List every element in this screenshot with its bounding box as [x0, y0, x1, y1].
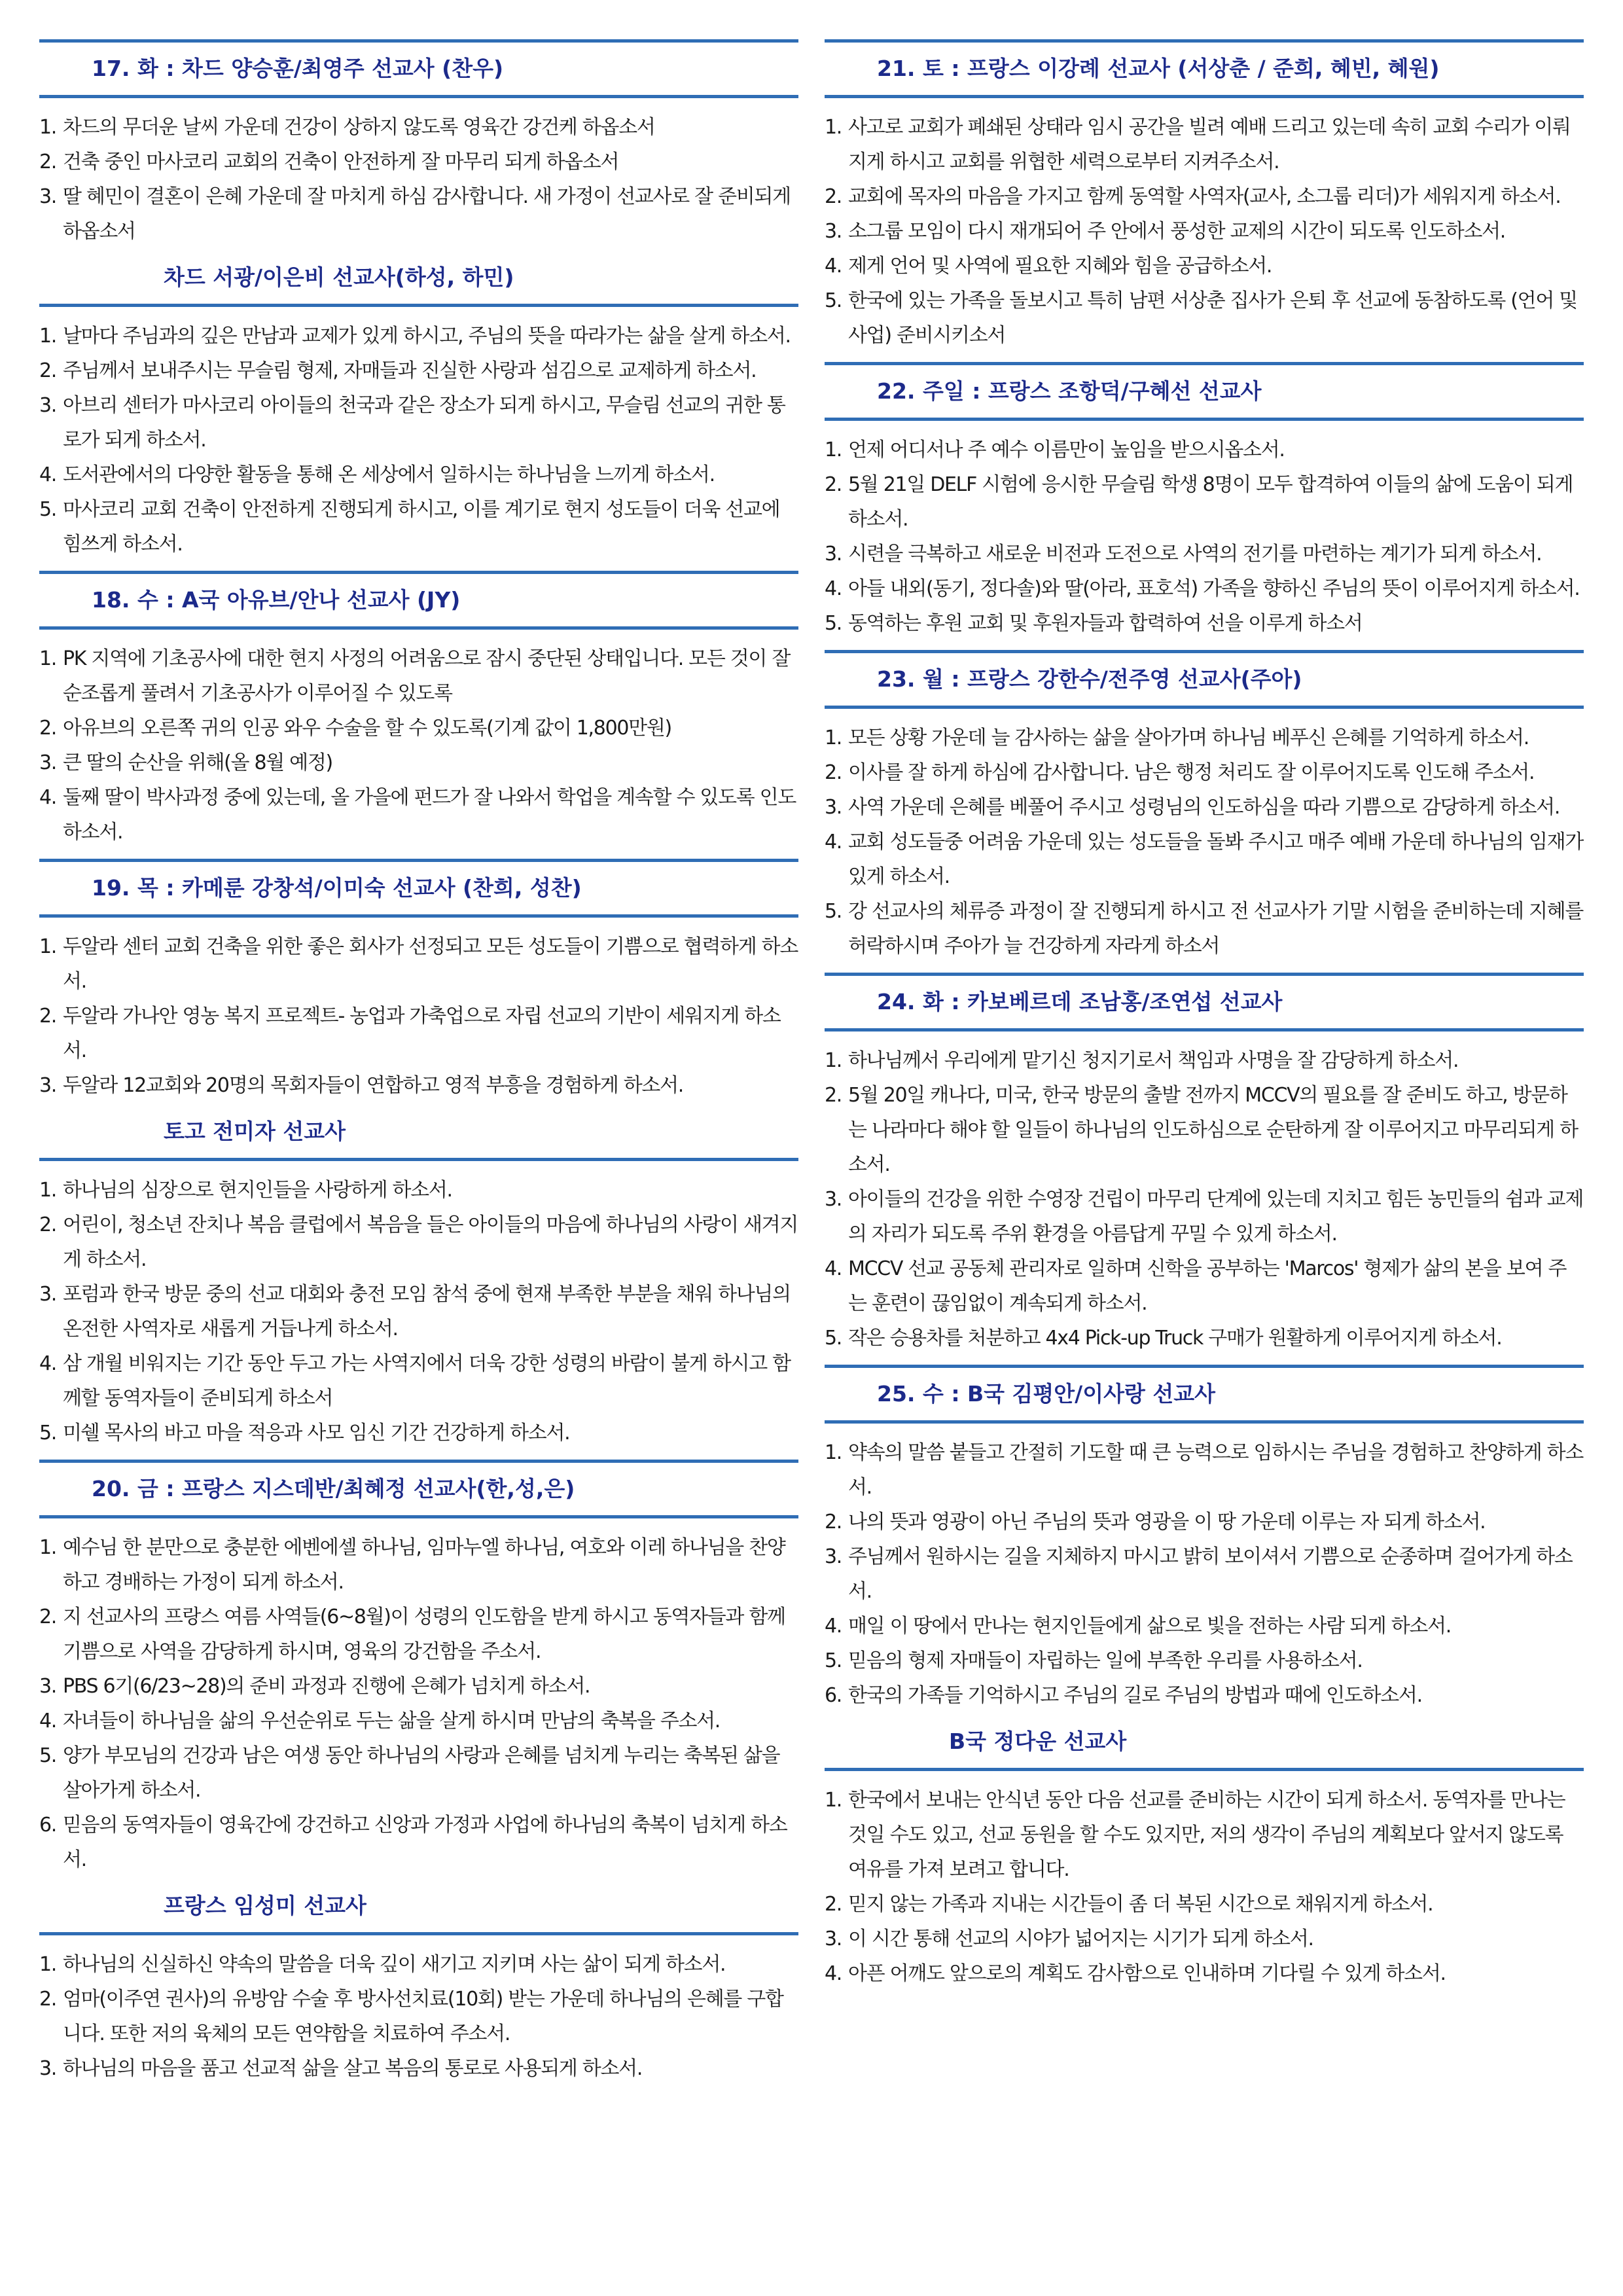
item-text: 모든 상황 가운데 늘 감사하는 삶을 살아가며 하나님 베푸신 은혜를 기억하게 하소서.	[848, 726, 1529, 749]
prayer-list	[825, 1783, 1584, 1991]
item-text: 아이들의 건강을 위한 수영장 건립이 마무리 단계에 있는데 지치고 힘든 농민들의 쉼과 교제의 자리가 되도록 주위 환경을 아름답게 꾸밀 수 있게 하소서.	[848, 1188, 1583, 1246]
prayer-item	[39, 745, 798, 780]
prayer-item	[39, 457, 798, 492]
prayer-item	[825, 894, 1584, 963]
item-number: 2.	[39, 1213, 57, 1236]
item-number: 3.	[825, 1928, 842, 1950]
prayer-item	[39, 319, 798, 353]
section-header	[825, 1722, 1584, 1771]
section-header	[825, 650, 1584, 709]
item-number: 1.	[825, 726, 842, 749]
prayer-item	[39, 1808, 798, 1877]
prayer-item	[39, 1738, 798, 1808]
prayer-item	[39, 1669, 798, 1704]
prayer-item	[39, 388, 798, 457]
item-text: 아브리 센터가 마사코리 아이들의 천국과 같은 장소가 되게 하시고, 무슬림 선교의 귀한 통로가 되게 하소서.	[63, 394, 785, 452]
item-number: 1.	[39, 647, 57, 670]
item-number: 3.	[39, 2057, 57, 2080]
item-number: 6.	[39, 1814, 57, 1837]
item-text: 언제 어디서나 주 예수 이름만이 높임을 받으시옵소서.	[848, 439, 1285, 461]
prayer-item	[825, 606, 1584, 641]
item-number: 3.	[39, 1675, 57, 1698]
item-text: 믿음의 형제 자매들이 자립하는 일에 부족한 우리를 사용하소서.	[848, 1649, 1363, 1672]
prayer-item	[825, 1643, 1584, 1678]
item-text: 이 시간 통해 선교의 시야가 넓어지는 시기가 되게 하소서.	[848, 1928, 1313, 1950]
item-number: 3.	[39, 751, 57, 774]
item-number: 5.	[39, 498, 57, 521]
prayer-item	[39, 1208, 798, 1277]
section-header	[39, 258, 798, 307]
prayer-list	[825, 721, 1584, 963]
item-number: 2.	[39, 151, 57, 173]
section-title: 21. 토 : 프랑스 이강례 선교사 (서상춘 / 준희, 혜빈, 혜원)	[877, 56, 1440, 81]
prayer-item	[39, 641, 798, 711]
section-title: 차드 서광/이은비 선교사(하성, 하민)	[164, 264, 514, 290]
item-text: 5월 20일 캐나다, 미국, 한국 방문의 출발 전까지 MCCV의 필요를 잘 준비도 하고, 방문하는 나라마다 해야 할 일들이 하나님의 인도하심으로 순탄하게 잘 이루어지고 마무리되게 하소서.	[848, 1084, 1578, 1176]
item-number: 1.	[825, 116, 842, 139]
item-text: 건축 중인 마사코리 교회의 건축이 안전하게 잘 마무리 되게 하옵소서	[63, 151, 619, 173]
item-number: 4.	[39, 786, 57, 809]
prayer-item	[825, 433, 1584, 467]
item-text: 삼 개월 비워지는 기간 동안 두고 가는 사역지에서 더욱 강한 성령의 바람이 불게 하시고 함께할 동역자들이 준비되게 하소서	[63, 1352, 791, 1410]
item-number: 1.	[39, 935, 57, 958]
prayer-item	[39, 1416, 798, 1450]
item-text: PBS 6기(6/23~28)의 준비 과정과 진행에 은혜가 넘치게 하소서.	[63, 1675, 590, 1698]
item-text: 시련을 극복하고 새로운 비전과 도전으로 사역의 전기를 마련하는 계기가 되게 하소서.	[848, 543, 1542, 565]
item-text: 매일 이 땅에서 만나는 현지인들에게 삶으로 빛을 전하는 사람 되게 하소서.	[848, 1615, 1451, 1638]
item-number: 2.	[825, 473, 842, 496]
item-number: 4.	[39, 1710, 57, 1732]
prayer-section	[39, 1886, 798, 2086]
item-text: 하나님께서 우리에게 맡기신 청지기로서 책임과 사명을 잘 감당하게 하소서.	[848, 1049, 1459, 1072]
item-text: 딸 혜민이 결혼이 은혜 가운데 잘 마치게 하심 감사합니다. 새 가정이 선교사로 잘 준비되게 하옵소서	[63, 185, 791, 243]
prayer-item	[39, 999, 798, 1068]
prayer-section	[825, 973, 1584, 1355]
prayer-item	[39, 929, 798, 999]
prayer-item	[39, 711, 798, 745]
item-number: 3.	[39, 1283, 57, 1306]
item-text: 나의 뜻과 영광이 아닌 주님의 뜻과 영광을 이 땅 가운데 이루는 자 되게 하소서.	[848, 1511, 1486, 1534]
right-column	[825, 39, 1584, 2000]
item-number: 4.	[825, 577, 842, 600]
section-header	[825, 973, 1584, 1031]
item-text: 강 선교사의 체류증 과정이 잘 진행되게 하시고 전 선교사가 기말 시험을 준비하는데 지혜를 허락하시며 주아가 늘 건강하게 자라게 하소서	[848, 900, 1583, 958]
prayer-item	[39, 110, 798, 145]
item-text: 작은 승용차를 처분하고 4x4 Pick-up Truck 구매가 원활하게 이루어지게 하소서.	[848, 1327, 1502, 1350]
prayer-list	[39, 1173, 798, 1450]
prayer-item	[825, 249, 1584, 283]
prayer-item	[825, 755, 1584, 790]
item-number: 5.	[39, 1422, 57, 1444]
prayer-item	[39, 1600, 798, 1669]
prayer-list	[39, 641, 798, 850]
item-number: 1.	[39, 1953, 57, 1976]
item-number: 2.	[39, 1988, 57, 2011]
prayer-item	[825, 1887, 1584, 1922]
prayer-item	[825, 825, 1584, 894]
prayer-list	[825, 110, 1584, 353]
prayer-item	[825, 721, 1584, 755]
item-number: 3.	[825, 1188, 842, 1211]
prayer-section	[39, 859, 798, 1103]
prayer-item	[825, 1182, 1584, 1251]
item-number: 5.	[39, 1744, 57, 1767]
item-number: 4.	[825, 1962, 842, 1985]
item-number: 2.	[39, 359, 57, 382]
section-header	[39, 1460, 798, 1518]
item-text: 한국에 있는 가족을 돌보시고 특히 남편 서상춘 집사가 은퇴 후 선교에 동참하도록 (언어 및 사업) 준비시키소서	[848, 289, 1577, 347]
prayer-item	[39, 353, 798, 388]
prayer-list	[825, 433, 1584, 641]
prayer-item	[39, 179, 798, 249]
item-text: 믿지 않는 가족과 지내는 시간들이 좀 더 복된 시간으로 채워지게 하소서.	[848, 1893, 1433, 1916]
section-title: 토고 전미자 선교사	[164, 1119, 346, 1144]
item-text: 미쉘 목사의 바고 마을 적응과 사모 임신 기간 건강하게 하소서.	[63, 1422, 570, 1444]
prayer-list	[825, 1435, 1584, 1713]
prayer-item	[825, 790, 1584, 825]
item-text: 사고로 교회가 폐쇄된 상태라 임시 공간을 빌려 예배 드리고 있는데 속히 교회 수리가 이뤄지게 하시고 교회를 위협한 세력으로부터 지켜주소서.	[848, 116, 1571, 173]
item-text: 하나님의 심장으로 현지인들을 사랑하게 하소서.	[63, 1179, 452, 1202]
prayer-item	[825, 1539, 1584, 1609]
section-title: 프랑스 임성미 선교사	[164, 1893, 366, 1918]
prayer-item	[825, 1678, 1584, 1713]
item-text: 믿음의 동역자들이 영육간에 강건하고 신앙과 가정과 사업에 하나님의 축복이 넘치게 하소서.	[63, 1814, 787, 1871]
item-number: 2.	[825, 185, 842, 208]
prayer-section	[39, 39, 798, 249]
item-number: 5.	[825, 289, 842, 312]
prayer-item	[825, 179, 1584, 214]
prayer-item	[39, 1947, 798, 1982]
prayer-item	[825, 110, 1584, 179]
prayer-section	[39, 1112, 798, 1450]
section-title: 19. 목 : 카메룬 강창석/이미숙 선교사 (찬희, 성찬)	[92, 875, 582, 901]
item-text: 차드의 무더운 날씨 가운데 건강이 상하지 않도록 영육간 강건케 하옵소서	[63, 116, 655, 139]
item-number: 4.	[825, 1615, 842, 1638]
prayer-item	[39, 1277, 798, 1346]
item-text: 교회에 목자의 마음을 가지고 함께 동역할 사역자(교사, 소그룹 리더)가 세워지게 하소서.	[848, 185, 1561, 208]
item-text: 둘째 딸이 박사과정 중에 있는데, 올 가을에 펀드가 잘 나와서 학업을 계속할 수 있도록 인도하소서.	[63, 786, 796, 844]
item-number: 1.	[39, 1179, 57, 1202]
item-number: 1.	[39, 1536, 57, 1559]
left-column	[39, 39, 798, 2095]
section-header	[825, 1365, 1584, 1424]
prayer-section	[39, 258, 798, 562]
item-text: 아들 내외(동기, 정다솔)와 딸(아라, 표호석) 가족을 향하신 주님의 뜻이 이루어지게 하소서.	[848, 577, 1580, 600]
prayer-section	[825, 39, 1584, 353]
section-header	[39, 1112, 798, 1161]
section-header	[825, 362, 1584, 421]
item-number: 5.	[825, 900, 842, 923]
item-number: 1.	[825, 1441, 842, 1464]
prayer-list	[825, 1043, 1584, 1355]
item-number: 4.	[825, 255, 842, 278]
section-title: 18. 수 : A국 아유브/안나 선교사 (JY)	[92, 587, 461, 613]
prayer-item	[825, 1251, 1584, 1321]
section-header	[39, 859, 798, 918]
prayer-section	[39, 1460, 798, 1877]
item-text: 지 선교사의 프랑스 여름 사역들(6~8월)이 성령의 인도함을 받게 하시고 동역자들과 함께 기쁨으로 사역을 감당하게 하시며, 영육의 강건함을 주소서.	[63, 1605, 785, 1663]
section-title: 24. 화 : 카보베르데 조남홍/조연섭 선교사	[877, 989, 1283, 1014]
prayer-item	[39, 1346, 798, 1416]
item-number: 5.	[825, 1327, 842, 1350]
prayer-item	[39, 492, 798, 562]
item-text: 제게 언어 및 사역에 필요한 지혜와 힘을 공급하소서.	[848, 255, 1272, 278]
item-number: 3.	[825, 1545, 842, 1568]
prayer-item	[825, 467, 1584, 537]
item-number: 1.	[39, 325, 57, 348]
prayer-item	[39, 1530, 798, 1600]
prayer-item	[39, 1982, 798, 2051]
item-number: 2.	[39, 1005, 57, 1028]
prayer-item	[39, 2051, 798, 2086]
prayer-item	[39, 145, 798, 179]
prayer-item	[825, 283, 1584, 353]
prayer-section	[39, 571, 798, 850]
prayer-list	[39, 929, 798, 1103]
prayer-item	[825, 1956, 1584, 1991]
item-text: 사역 가운데 은혜를 베풀어 주시고 성령님의 인도하심을 따라 기쁨으로 감당하게 하소서.	[848, 796, 1560, 819]
item-number: 4.	[825, 831, 842, 853]
item-number: 2.	[39, 717, 57, 740]
item-text: 두알라 12교회와 20명의 목회자들이 연합하고 영적 부흥을 경험하게 하소서.	[63, 1074, 683, 1097]
section-title: B국 정다운 선교사	[949, 1729, 1127, 1754]
item-text: 약속의 말씀 붙들고 간절히 기도할 때 큰 능력으로 임하시는 주님을 경험하고 찬양하게 하소서.	[848, 1441, 1583, 1499]
section-header	[39, 1886, 798, 1935]
prayer-list	[39, 319, 798, 562]
item-text: 한국의 가족들 기억하시고 주님의 길로 주님의 방법과 때에 인도하소서.	[848, 1684, 1422, 1707]
item-text: 한국에서 보내는 안식년 동안 다음 선교를 준비하는 시간이 되게 하소서. 동역자를 만나는 것일 수도 있고, 선교 동원을 할 수도 있지만, 저의 생각이 주님의 계획보다 앞서지 않도록 여유를 가져 보려고 합니다.	[848, 1789, 1565, 1881]
prayer-item	[39, 1173, 798, 1208]
item-number: 2.	[825, 761, 842, 784]
prayer-section	[825, 1365, 1584, 1713]
item-text: 아픈 어깨도 앞으로의 계획도 감사함으로 인내하며 기다릴 수 있게 하소서.	[848, 1962, 1446, 1985]
prayer-list	[39, 110, 798, 249]
section-header	[39, 39, 798, 98]
prayer-item	[825, 1922, 1584, 1956]
item-text: 5월 21일 DELF 시험에 응시한 무슬림 학생 8명이 모두 합격하여 이들의 삶에 도움이 되게 하소서.	[848, 473, 1573, 531]
section-title: 23. 월 : 프랑스 강한수/전주영 선교사(주아)	[877, 666, 1302, 692]
item-number: 2.	[39, 1605, 57, 1628]
prayer-item	[39, 780, 798, 850]
item-text: 아유브의 오른쪽 귀의 인공 와우 수술을 할 수 있도록(기계 값이 1,800만원)	[63, 717, 671, 740]
item-text: 양가 부모님의 건강과 남은 여생 동안 하나님의 사랑과 은혜를 넘치게 누리는 축복된 삶을 살아가게 하소서.	[63, 1744, 780, 1802]
item-text: 소그룹 모임이 다시 재개되어 주 안에서 풍성한 교제의 시간이 되도록 인도하소서.	[848, 220, 1506, 243]
item-number: 1.	[39, 116, 57, 139]
section-title: 22. 주일 : 프랑스 조항덕/구혜선 선교사	[877, 378, 1262, 404]
prayer-item	[825, 537, 1584, 571]
item-number: 3.	[39, 185, 57, 208]
item-text: 큰 딸의 순산을 위해(올 8월 예정)	[63, 751, 332, 774]
item-number: 3.	[825, 543, 842, 565]
item-number: 5.	[825, 612, 842, 635]
prayer-section	[825, 650, 1584, 963]
item-text: 두알라 센터 교회 건축을 위한 좋은 회사가 선정되고 모든 성도들이 기쁨으로 협력하게 하소서.	[63, 935, 798, 993]
prayer-item	[825, 1078, 1584, 1182]
item-number: 1.	[825, 1789, 842, 1812]
prayer-section	[825, 1722, 1584, 1991]
item-number: 1.	[825, 1049, 842, 1072]
section-title: 25. 수 : B국 김평안/이사랑 선교사	[877, 1381, 1215, 1407]
prayer-item	[825, 1435, 1584, 1505]
prayer-item	[39, 1068, 798, 1103]
item-number: 2.	[825, 1084, 842, 1107]
item-text: 동역하는 후원 교회 및 후원자들과 합력하여 선을 이루게 하소서	[848, 612, 1363, 635]
item-number: 4.	[825, 1257, 842, 1280]
prayer-section	[825, 362, 1584, 641]
item-number: 2.	[825, 1893, 842, 1916]
prayer-item	[825, 214, 1584, 249]
item-text: 예수님 한 분만으로 충분한 에벤에셀 하나님, 임마누엘 하나님, 여호와 이레 하나님을 찬양하고 경배하는 가정이 되게 하소서.	[63, 1536, 785, 1594]
item-text: 교회 성도들중 어려움 가운데 있는 성도들을 돌봐 주시고 매주 예배 가운데 하나님의 임재가 있게 하소서.	[848, 831, 1583, 888]
item-text: 주님께서 보내주시는 무슬림 형제, 자매들과 진실한 사랑과 섬김으로 교제하게 하소서.	[63, 359, 757, 382]
prayer-list	[39, 1947, 798, 2086]
item-text: 어린이, 청소년 잔치나 복음 클럽에서 복음을 들은 아이들의 마음에 하나님의 사랑이 새겨지게 하소서.	[63, 1213, 798, 1271]
item-text: MCCV 선교 공동체 관리자로 일하며 신학을 공부하는 'Marcos' 형제가 삶의 본을 보여 주는 훈련이 끊임없이 계속되게 하소서.	[848, 1257, 1567, 1315]
item-number: 4.	[39, 1352, 57, 1375]
prayer-item	[39, 1704, 798, 1738]
prayer-item	[825, 1321, 1584, 1355]
item-text: 마사코리 교회 건축이 안전하게 진행되게 하시고, 이를 계기로 현지 성도들이 더욱 선교에 힘쓰게 하소서.	[63, 498, 780, 556]
item-text: 포럼과 한국 방문 중의 선교 대회와 충전 모임 참석 중에 현재 부족한 부분을 채워 하나님의 온전한 사역자로 새롭게 거듭나게 하소서.	[63, 1283, 791, 1340]
item-number: 3.	[39, 1074, 57, 1097]
prayer-item	[825, 1783, 1584, 1887]
prayer-list	[39, 1530, 798, 1877]
section-title: 17. 화 : 차드 양승훈/최영주 선교사 (찬우)	[92, 56, 504, 81]
prayer-item	[825, 1609, 1584, 1643]
item-number: 3.	[39, 394, 57, 417]
prayer-item	[825, 1505, 1584, 1539]
item-text: 엄마(이주연 권사)의 유방암 수술 후 방사선치료(10회) 받는 가운데 하나님의 은혜를 구합니다. 또한 저의 육체의 모든 연약함을 치료하여 주소서.	[63, 1988, 783, 2045]
item-number: 4.	[39, 463, 57, 486]
item-number: 3.	[825, 220, 842, 243]
item-number: 5.	[825, 1649, 842, 1672]
item-number: 2.	[825, 1511, 842, 1534]
item-text: 주님께서 원하시는 길을 지체하지 마시고 밝히 보이셔서 기쁨으로 순종하며 걸어가게 하소서.	[848, 1545, 1573, 1603]
item-text: 두알라 가나안 영농 복지 프로젝트- 농업과 가축업으로 자립 선교의 기반이 세워지게 하소서.	[63, 1005, 781, 1062]
item-text: 하나님의 마음을 품고 선교적 삶을 살고 복음의 통로로 사용되게 하소서.	[63, 2057, 643, 2080]
item-text: 자녀들이 하나님을 삶의 우선순위로 두는 삶을 살게 하시며 만남의 축복을 주소서.	[63, 1710, 721, 1732]
section-title: 20. 금 : 프랑스 지스데반/최혜정 선교사(한,성,은)	[92, 1476, 575, 1501]
item-text: 도서관에서의 다양한 활동을 통해 온 세상에서 일하시는 하나님을 느끼게 하소서.	[63, 463, 715, 486]
prayer-item	[825, 571, 1584, 606]
section-header	[39, 571, 798, 630]
section-header	[825, 39, 1584, 98]
item-text: 날마다 주님과의 깊은 만남과 교제가 있게 하시고, 주님의 뜻을 따라가는 삶을 살게 하소서.	[63, 325, 791, 348]
item-number: 3.	[825, 796, 842, 819]
item-text: 하나님의 신실하신 약속의 말씀을 더욱 깊이 새기고 지키며 사는 삶이 되게 하소서.	[63, 1953, 726, 1976]
item-text: PK 지역에 기초공사에 대한 현지 사정의 어려움으로 잠시 중단된 상태입니다. 모든 것이 잘 순조롭게 풀려서 기초공사가 이루어질 수 있도록	[63, 647, 791, 705]
prayer-item	[825, 1043, 1584, 1078]
item-number: 6.	[825, 1684, 842, 1707]
item-text: 이사를 잘 하게 하심에 감사합니다. 남은 행정 처리도 잘 이루어지도록 인도해 주소서.	[848, 761, 1535, 784]
item-number: 1.	[825, 439, 842, 461]
